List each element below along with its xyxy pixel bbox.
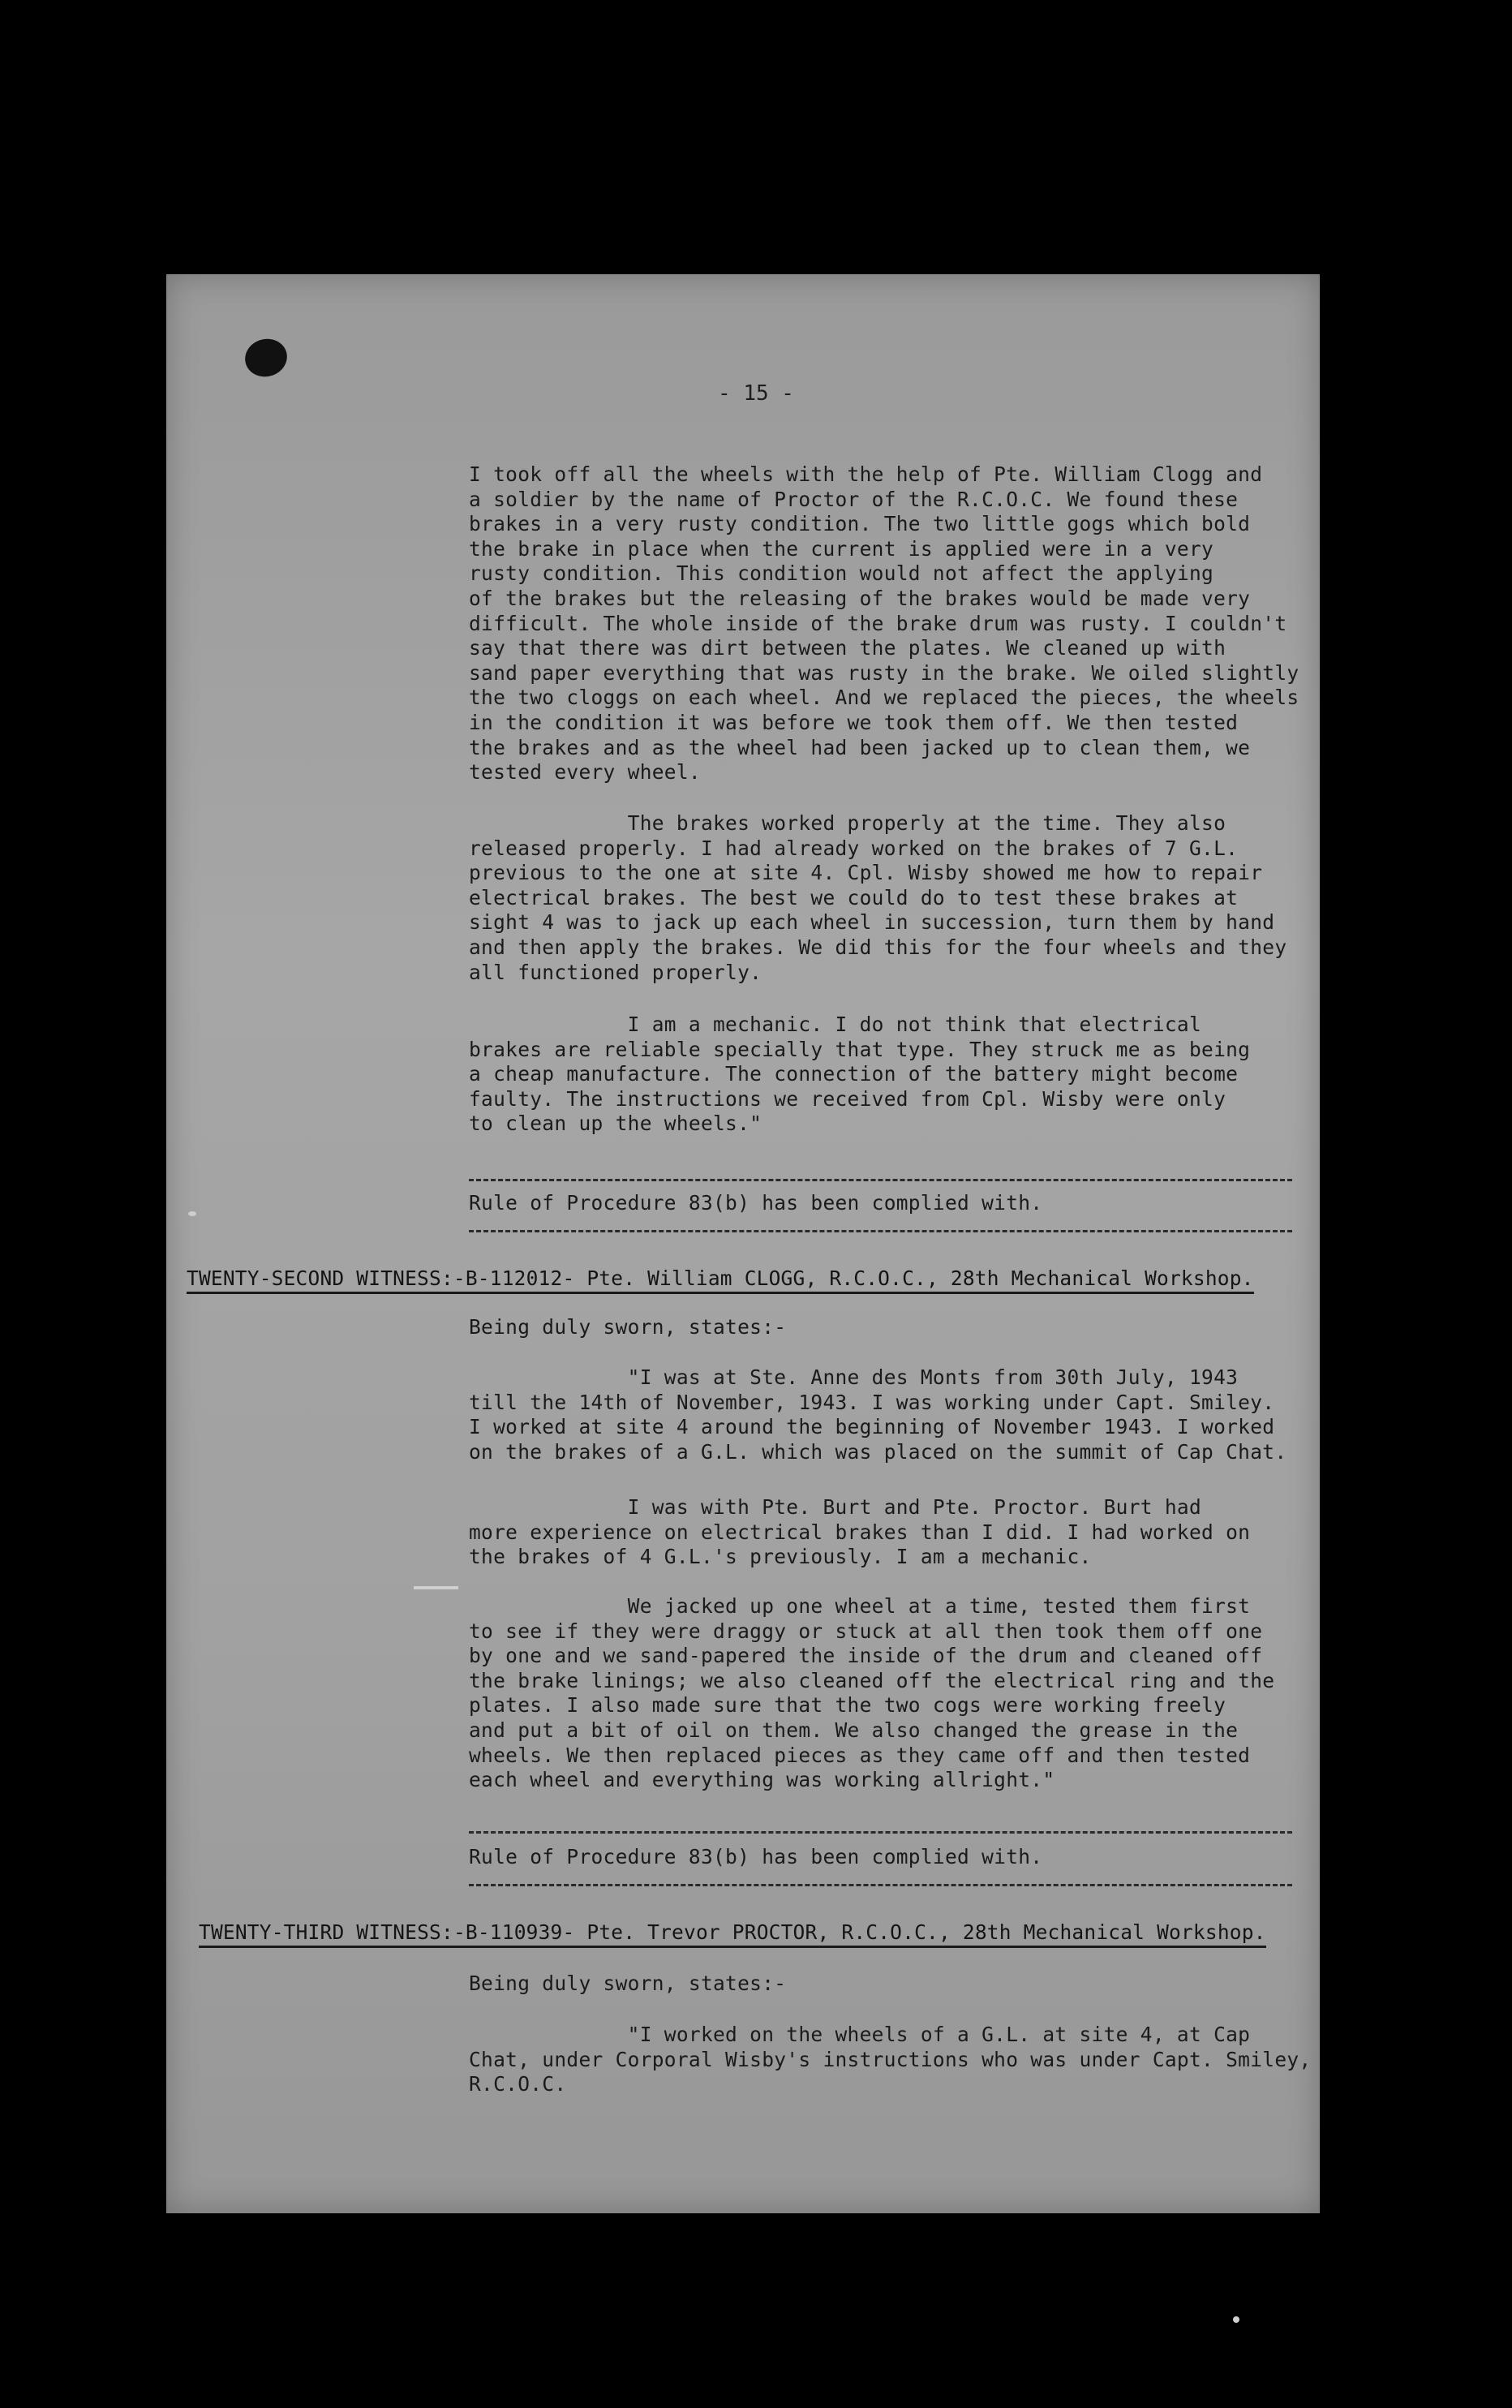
text-line: previous to the one at site 4. Cpl. Wisby showed me how to repair bbox=[469, 861, 1263, 885]
text-line: Chat, under Corporal Wisby's instructions who was under Capt. Smiley, bbox=[469, 2047, 1312, 2071]
w22-paragraph-3 bbox=[469, 1594, 1274, 1793]
text-line: sand paper everything that was rusty in the brake. We oiled slightly bbox=[469, 660, 1299, 685]
page-number: - 15 - bbox=[718, 381, 794, 406]
text-line: I worked at site 4 around the beginning of November 1943. I worked bbox=[469, 1415, 1275, 1439]
text-line: electrical brakes. The best we could do to test these brakes at bbox=[469, 885, 1239, 909]
w22-paragraph-1 bbox=[469, 1365, 1286, 1464]
text-line: R.C.O.C. bbox=[469, 2072, 567, 2096]
text-line: to clean up the wheels." bbox=[469, 1112, 762, 1136]
text-line: say that there was dirt between the plates. We cleaned up with bbox=[469, 636, 1226, 660]
scan-speck bbox=[188, 1211, 196, 1216]
text-line: to see if they were draggy or stuck at all then took them off one bbox=[469, 1619, 1263, 1643]
text-line: more experience on electrical brakes than I did. I had worked on bbox=[469, 1520, 1251, 1544]
sworn-statement-1: Being duly sworn, states:- bbox=[469, 1315, 787, 1339]
text-line: "I worked on the wheels of a G.L. at site 4, at Cap bbox=[469, 2023, 1251, 2046]
dashed-rule bbox=[469, 1230, 1292, 1232]
scan-speck bbox=[414, 1586, 458, 1589]
procedure-note-1: Rule of Procedure 83(b) has been complied with. bbox=[469, 1191, 1043, 1215]
text-line: The brakes worked properly at the time. They also bbox=[469, 811, 1226, 835]
text-line: till the 14th of November, 1943. I was working under Capt. Smiley. bbox=[469, 1390, 1275, 1414]
text-line: on the brakes of a G.L. which was placed on the summit of Cap Chat. bbox=[469, 1439, 1287, 1464]
text-line: brakes in a very rusty condition. The two little gogs which bold bbox=[469, 512, 1251, 536]
text-line: in the condition it was before we took them off. We then tested bbox=[469, 710, 1239, 734]
text-line: and put a bit of oil on them. We also changed the grease in the bbox=[469, 1718, 1239, 1742]
text-line: a cheap manufacture. The connection of the battery might become bbox=[469, 1062, 1239, 1086]
dashed-rule bbox=[469, 1179, 1292, 1181]
text-line: and then apply the brakes. We did this for the four wheels and they bbox=[469, 935, 1287, 959]
text-line: a soldier by the name of Proctor of the R.C.O.C. We found these bbox=[469, 487, 1239, 511]
text-line: released properly. I had already worked on the brakes of 7 G.L. bbox=[469, 836, 1239, 860]
text-line: each wheel and everything was working allright." bbox=[469, 1768, 1055, 1792]
paragraph-2 bbox=[469, 811, 1286, 985]
text-line: of the brakes but the releasing of the brakes would be made very bbox=[469, 586, 1251, 610]
text-line: the brake linings; we also cleaned off the electrical ring and the bbox=[469, 1668, 1275, 1692]
w23-paragraph-1 bbox=[469, 2023, 1311, 2097]
paragraph-1 bbox=[469, 462, 1299, 785]
text-line: tested every wheel. bbox=[469, 760, 701, 785]
text-line: "I was at Ste. Anne des Monts from 30th July, 1943 bbox=[469, 1365, 1239, 1389]
text-line: We jacked up one wheel at a time, tested them first bbox=[469, 1594, 1251, 1618]
text-line: all functioned properly. bbox=[469, 960, 762, 984]
scan-speck bbox=[1233, 2316, 1239, 2323]
w22-paragraph-2 bbox=[469, 1495, 1250, 1570]
text-line: brakes are reliable specially that type. They struck me as being bbox=[469, 1037, 1251, 1061]
text-line: wheels. We then replaced pieces as they came off and then tested bbox=[469, 1743, 1251, 1767]
text-line: the brakes of 4 G.L.'s previously. I am a mechanic. bbox=[469, 1545, 1092, 1569]
text-line: plates. I also made sure that the two cogs were working freely bbox=[469, 1693, 1226, 1718]
dashed-rule bbox=[469, 1884, 1292, 1886]
text-line: the brakes and as the wheel had been jacked up to clean them, we bbox=[469, 735, 1251, 759]
text-line: I was with Pte. Burt and Pte. Proctor. Burt had bbox=[469, 1495, 1202, 1519]
text-line: the brake in place when the current is applied were in a very bbox=[469, 536, 1214, 561]
paragraph-3 bbox=[469, 1013, 1250, 1137]
procedure-note-2: Rule of Procedure 83(b) has been complied with. bbox=[469, 1845, 1043, 1868]
sworn-statement-2: Being duly sworn, states:- bbox=[469, 1972, 787, 1995]
text-line: I am a mechanic. I do not think that electrical bbox=[469, 1013, 1202, 1036]
text-line: by one and we sand-papered the inside of the drum and cleaned off bbox=[469, 1644, 1263, 1668]
text-line: I took off all the wheels with the help of Pte. William Clogg and bbox=[469, 462, 1263, 486]
text-line: difficult. The whole inside of the brake drum was rusty. I couldn't bbox=[469, 611, 1287, 635]
dashed-rule bbox=[469, 1831, 1292, 1834]
text-line: the two cloggs on each wheel. And we replaced the pieces, the wheels bbox=[469, 686, 1299, 710]
witness-22-heading: TWENTY-SECOND WITNESS:-B-112012- Pte. William CLOGG, R.C.O.C., 28th Mechanical Workshop. bbox=[187, 1266, 1254, 1294]
witness-23-heading: TWENTY-THIRD WITNESS:-B-110939- Pte. Trevor PROCTOR, R.C.O.C., 28th Mechanical Workshop. bbox=[199, 1920, 1266, 1948]
text-line: sight 4 was to jack up each wheel in succession, turn them by hand bbox=[469, 910, 1275, 935]
text-line: faulty. The instructions we received from Cpl. Wisby were only bbox=[469, 1086, 1226, 1111]
text-line: rusty condition. This condition would not affect the applying bbox=[469, 561, 1214, 586]
